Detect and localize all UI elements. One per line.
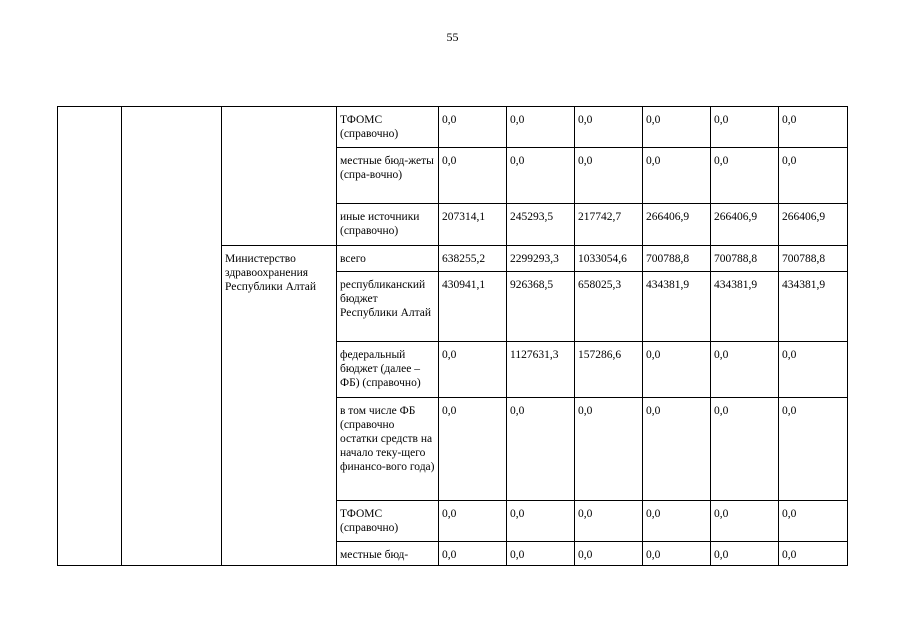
value-cell: 0,0	[779, 148, 848, 204]
funding-source: федеральный бюджет (далее – ФБ) (справочно)	[337, 342, 439, 398]
value-cell: 0,0	[779, 398, 848, 501]
funding-source: республиканский бюджет Республики Алтай	[337, 272, 439, 342]
value-cell: 0,0	[575, 107, 643, 148]
value-cell: 0,0	[439, 542, 507, 566]
value-cell: 0,0	[643, 342, 711, 398]
value-cell: 0,0	[711, 542, 779, 566]
value-cell: 638255,2	[439, 246, 507, 272]
table-row	[58, 107, 848, 148]
value-cell: 207314,1	[439, 204, 507, 246]
value-cell: 700788,8	[643, 246, 711, 272]
value-cell: 0,0	[507, 107, 575, 148]
value-cell: 2299293,3	[507, 246, 575, 272]
value-cell: 0,0	[779, 542, 848, 566]
value-cell: 658025,3	[575, 272, 643, 342]
value-cell: 266406,9	[711, 204, 779, 246]
value-cell: 0,0	[439, 501, 507, 542]
funding-source: всего	[337, 246, 439, 272]
value-cell: 0,0	[711, 342, 779, 398]
value-cell: 0,0	[439, 398, 507, 501]
value-cell: 434381,9	[643, 272, 711, 342]
value-cell: 266406,9	[643, 204, 711, 246]
executor-cell-empty	[222, 107, 337, 246]
funding-source: иные источники (справочно)	[337, 204, 439, 246]
funding-source: местные бюд-	[337, 542, 439, 566]
value-cell: 0,0	[711, 107, 779, 148]
value-cell: 434381,9	[779, 272, 848, 342]
funding-source: в том числе ФБ (справочно остатки средств на начало теку-щего финансо-вого года)	[337, 398, 439, 501]
value-cell: 0,0	[507, 542, 575, 566]
value-cell: 0,0	[643, 107, 711, 148]
value-cell: 0,0	[575, 501, 643, 542]
executor-cell: Министерство здравоохранения Республики Алтай	[222, 246, 337, 566]
value-cell: 0,0	[575, 398, 643, 501]
value-cell: 0,0	[643, 148, 711, 204]
value-cell: 266406,9	[779, 204, 848, 246]
value-cell: 0,0	[643, 542, 711, 566]
value-cell: 0,0	[575, 148, 643, 204]
funding-source: ТФОМС (справочно)	[337, 501, 439, 542]
value-cell: 0,0	[711, 501, 779, 542]
value-cell: 1127631,3	[507, 342, 575, 398]
value-cell: 0,0	[507, 148, 575, 204]
value-cell: 0,0	[643, 398, 711, 501]
value-cell: 157286,6	[575, 342, 643, 398]
value-cell: 0,0	[439, 342, 507, 398]
value-cell: 700788,8	[711, 246, 779, 272]
value-cell: 0,0	[507, 501, 575, 542]
value-cell: 0,0	[779, 107, 848, 148]
value-cell: 0,0	[643, 501, 711, 542]
value-cell: 0,0	[779, 501, 848, 542]
value-cell: 0,0	[507, 398, 575, 501]
value-cell: 1033054,6	[575, 246, 643, 272]
value-cell: 0,0	[711, 148, 779, 204]
number-cell	[58, 107, 122, 566]
value-cell: 0,0	[439, 107, 507, 148]
funding-source: ТФОМС (справочно)	[337, 107, 439, 148]
value-cell: 0,0	[711, 398, 779, 501]
value-cell: 700788,8	[779, 246, 848, 272]
value-cell: 0,0	[439, 148, 507, 204]
value-cell: 430941,1	[439, 272, 507, 342]
funding-source: местные бюд-жеты (спра-вочно)	[337, 148, 439, 204]
value-cell: 217742,7	[575, 204, 643, 246]
name-cell	[122, 107, 222, 566]
budget-table	[57, 106, 848, 566]
value-cell: 0,0	[779, 342, 848, 398]
value-cell: 0,0	[575, 542, 643, 566]
page-number: 55	[446, 30, 459, 44]
value-cell: 434381,9	[711, 272, 779, 342]
value-cell: 926368,5	[507, 272, 575, 342]
value-cell: 245293,5	[507, 204, 575, 246]
